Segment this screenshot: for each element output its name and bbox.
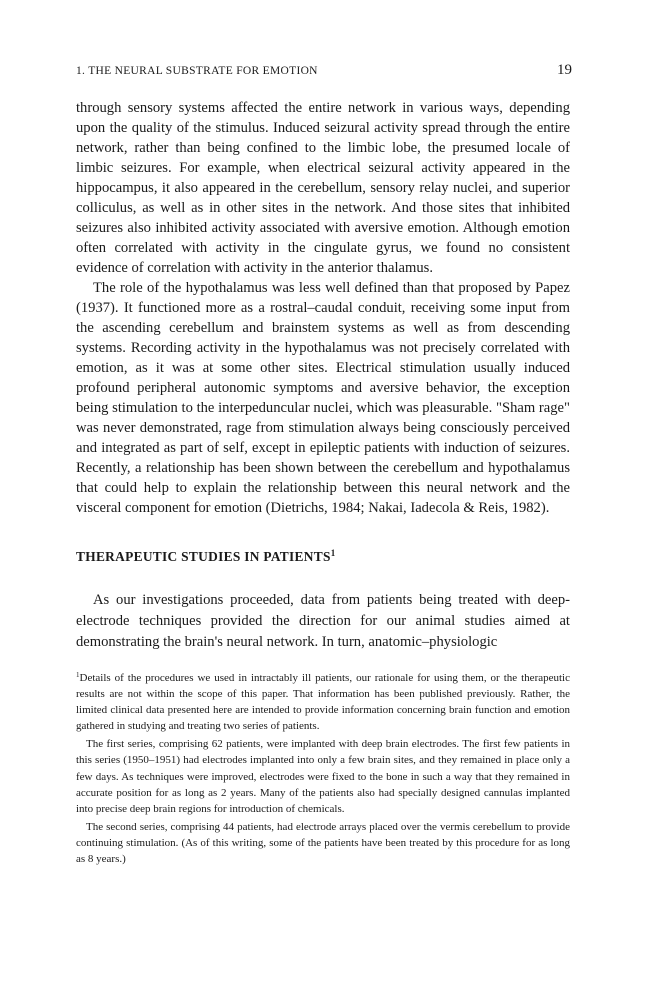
page-number: 19 xyxy=(557,62,572,78)
body-text xyxy=(76,98,570,518)
footnote-mark: 1 xyxy=(76,671,80,679)
running-title: 1. THE NEURAL SUBSTRATE FOR EMOTION xyxy=(76,65,318,77)
footnotes xyxy=(76,670,570,867)
section-paragraph-1: As our investigations proceeded, data from patients being treated with deep-electrode techniques provided the direction for our animal studies aimed at demonstrating the brain's neural network. In turn, anatomic–physiologic xyxy=(76,592,570,650)
section-heading xyxy=(76,547,570,567)
section-heading-text: THERAPEUTIC STUDIES IN PATIENTS xyxy=(76,549,331,564)
body-paragraph-1: through sensory systems affected the entire network in various ways, depending upon the quality of the stimulus. Induced seizural activity spread through the entire network, rather than being confined to the limbic lobe, the presumed locale of limbic seizures. For example, when electrical seizural activity appeared in the hippocampus, it also appeared in the cerebellum, sensory relay nuclei, and superior colliculus, as well as in other sites in the network. And those sites that inhibited seizures also inhibited activity associated with aversive emotion. Although emotion often correlated with activity in the cingulate gyrus, we found no consistent evidence of correlation with activity in the anterior thalamus. xyxy=(76,100,570,276)
section-body xyxy=(76,590,570,653)
footnote-1 xyxy=(76,670,570,734)
footnote-1-paragraph-3: The second series, comprising 44 patients, had electrode arrays placed over the vermis cerebellum to provide continuing stimulation. (As of this writing, some of the patients have been treated by this procedure for as long as 8 years.) xyxy=(76,820,570,866)
running-head xyxy=(76,62,570,86)
body-paragraph-2: The role of the hypothalamus was less well defined than that proposed by Papez (1937). It functioned more as a rostral–caudal conduit, receiving some input from the ascending cerebellum and brainstem systems as well as from descending systems. Recording activity in the hypothalamus was not precisely correlated with emotion, as it was at some other sites. Electrical stimulation usually induced profound peripheral autonomic symptoms and aversive behavior, the exception being stimulation to the interpeduncular nuclei, which was pleasurable. "Sham rage" was never demonstrated, rage from stimulation always being consciously perceived and integrated as part of self, except in epileptic patients with induction of seizures. Recently, a relationship has been shown between the cerebellum and hypothalamus that could help to explain the relationship between this neural network and the visceral component for emotion (Dietrichs, 1984; Nakai, Iadecola & Reis, 1982). xyxy=(76,280,570,516)
footnote-1-text: Details of the procedures we used in intractably ill patients, our rationale for using them, or the therapeutic results are not within the scope of this paper. That information has been published previously. Rather, the limited clinical data presented here are intended to provide information concerning brain function and emotion gathered in studying and treating two series of patients. xyxy=(76,672,570,733)
footnote-1-paragraph-2: The first series, comprising 62 patients, were implanted with deep brain electrodes. The first few patients in this series (1950–1951) had electrodes implanted into only a few brain sites, and they remained in place only a few days. As techniques were improved, electrodes were fixed to the bone in such a way that they remained in accurate position for as long as 2 years. Many of the patients also had specially designed cannulas implanted into precise deep brain regions for introduction of chemicals. xyxy=(76,738,570,815)
section-heading-footnote-mark: 1 xyxy=(330,548,336,558)
book-page xyxy=(76,62,570,867)
